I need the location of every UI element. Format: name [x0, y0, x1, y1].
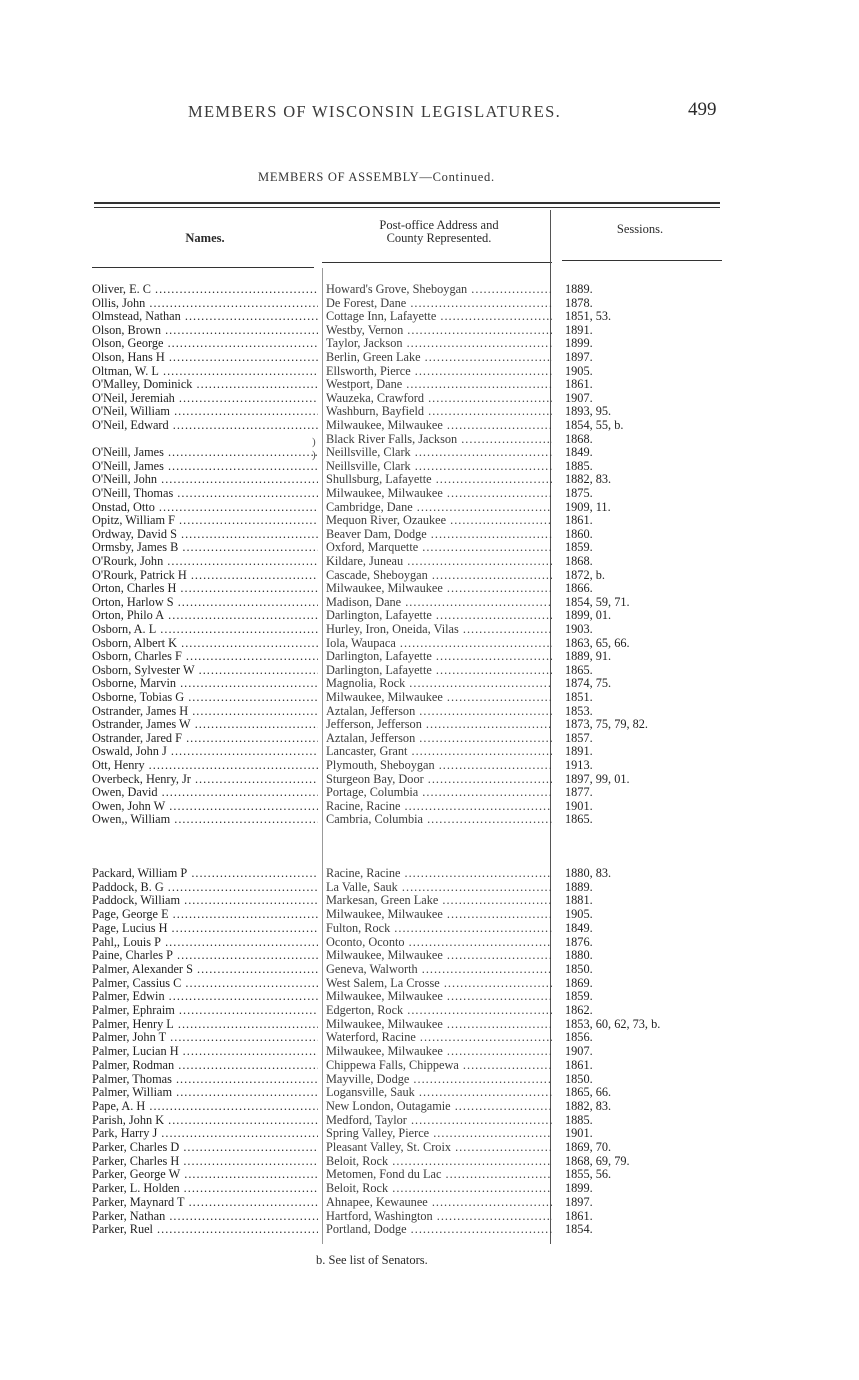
header-rule-address: [322, 262, 552, 263]
member-sessions: 1850.: [565, 1071, 593, 1086]
member-row: [0, 472, 859, 486]
member-name: Palmer, John T .....: [92, 1030, 318, 1044]
top-rule-thin: [94, 207, 720, 208]
member-row: [0, 893, 859, 907]
member-sessions: 1868, 69, 79.: [565, 1153, 630, 1168]
member-address: Milwaukee, Milwaukee .....: [326, 690, 552, 704]
member-sessions: 1849.: [565, 920, 593, 935]
member-address: Howard's Grove, Sheboygan .....: [326, 282, 552, 296]
member-row: [0, 663, 859, 677]
member-address: Beaver Dam, Dodge .....: [326, 527, 552, 541]
member-sessions: 1855, 56.: [565, 1167, 612, 1182]
member-name: Opitz, William F .....: [92, 513, 318, 527]
member-address: Fulton, Rock .....: [326, 921, 552, 935]
member-address: Oconto, Oconto .....: [326, 935, 552, 949]
column-header-address-line2: County Represented.: [386, 231, 492, 245]
member-row: [0, 323, 859, 337]
member-address: Madison, Dane .....: [326, 595, 552, 609]
member-row: [0, 799, 859, 813]
member-sessions: 1903.: [565, 622, 593, 636]
member-row: [0, 1222, 859, 1236]
member-address: Milwaukee, Milwaukee .....: [326, 907, 552, 921]
member-address: Waterford, Racine .....: [326, 1030, 552, 1044]
member-row: [0, 364, 859, 378]
member-row: [0, 866, 859, 880]
member-address: Aztalan, Jefferson .....: [326, 731, 552, 745]
member-row: [0, 1181, 859, 1195]
member-name: Orton, Harlow S .....: [92, 595, 318, 609]
page-number: 499: [688, 99, 717, 120]
member-sessions: 1862.: [565, 1003, 593, 1017]
member-row: [0, 1154, 859, 1168]
member-name: Ostrander, James H .....: [92, 704, 318, 718]
member-address: Black River Falls, Jackson .....: [326, 432, 552, 446]
member-row: [0, 744, 859, 758]
member-sessions: 1907.: [565, 1044, 593, 1059]
member-sessions: 1854.: [565, 1222, 593, 1237]
member-name: Osborn, Albert K .....: [92, 636, 318, 650]
member-name: Parker, Maynard T .....: [92, 1195, 318, 1209]
member-sessions: 1901.: [565, 798, 593, 813]
member-sessions: 1873, 75, 79, 82.: [565, 717, 649, 732]
member-sessions: 1875.: [565, 486, 593, 500]
member-address: Oxford, Marquette .....: [326, 540, 552, 554]
member-sessions: 1865, 66.: [565, 1085, 612, 1100]
member-address: Metomen, Fond du Lac .....: [326, 1167, 552, 1181]
member-address: Beloit, Rock .....: [326, 1154, 552, 1168]
member-name: Palmer, Lucian H .....: [92, 1044, 318, 1058]
member-name: Palmer, Ephraim .....: [92, 1003, 318, 1017]
member-address: La Valle, Sauk .....: [326, 880, 552, 894]
member-name: Pape, A. H .....: [92, 1099, 318, 1113]
member-name: Palmer, Alexander S .....: [92, 962, 318, 976]
member-address: Mayville, Dodge .....: [326, 1072, 552, 1086]
member-address: Beloit, Rock .....: [326, 1181, 552, 1195]
member-row: [0, 1044, 859, 1058]
member-name: Osborn, Charles F .....: [92, 649, 318, 663]
member-address: Darlington, Lafayette .....: [326, 663, 552, 677]
member-name: Oltman, W. L .....: [92, 364, 318, 378]
member-address: Sturgeon Bay, Door .....: [326, 772, 552, 786]
member-address: Plymouth, Sheboygan .....: [326, 758, 552, 772]
member-row: [0, 1030, 859, 1044]
top-rule-thick: [94, 202, 720, 204]
member-address: Darlington, Lafayette .....: [326, 608, 552, 622]
member-name: Onstad, Otto .....: [92, 500, 318, 514]
member-sessions: 1897.: [565, 350, 593, 364]
member-sessions: 1880.: [565, 948, 593, 963]
member-sessions: 1905.: [565, 907, 593, 922]
member-row: [0, 976, 859, 990]
member-sessions: 1880, 83.: [565, 866, 612, 880]
member-sessions: 1861.: [565, 1057, 593, 1072]
member-name: Owen,, William .....: [92, 812, 318, 826]
member-sessions: 1869.: [565, 975, 593, 990]
member-address: Westport, Dane .....: [326, 377, 552, 391]
member-sessions: 1905.: [565, 363, 593, 378]
member-name: Palmer, Rodman .....: [92, 1058, 318, 1072]
member-address: Westby, Vernon .....: [326, 323, 552, 337]
member-name: Page, Lucius H .....: [92, 921, 318, 935]
member-name: Olmstead, Nathan .....: [92, 309, 318, 323]
member-name: Parker, Charles D .....: [92, 1140, 318, 1154]
member-sessions: 1874, 75.: [565, 676, 612, 691]
member-name: Osborne, Tobias G .....: [92, 690, 318, 704]
member-row: [0, 1003, 859, 1017]
member-sessions: 1889.: [565, 282, 593, 296]
member-row: [0, 962, 859, 976]
member-name: O'Neill, James .....: [92, 459, 318, 473]
member-sessions: 1863, 65, 66.: [565, 635, 630, 650]
member-sessions: 1899.: [565, 336, 593, 351]
member-address: Edgerton, Rock .....: [326, 1003, 552, 1017]
member-address: Milwaukee, Milwaukee .....: [326, 1044, 552, 1058]
member-sessions: 1865.: [565, 812, 593, 827]
member-sessions: 1868.: [565, 554, 593, 568]
member-address: Magnolia, Rock .....: [326, 676, 552, 690]
member-name: Olson, George .....: [92, 336, 318, 350]
member-row: [0, 989, 859, 1003]
member-row: [0, 350, 859, 364]
member-address: New London, Outagamie .....: [326, 1099, 552, 1113]
member-name: Ormsby, James B .....: [92, 540, 318, 554]
member-row: [0, 500, 859, 514]
member-sessions: 1869, 70.: [565, 1140, 612, 1154]
member-row: [0, 758, 859, 772]
member-address: Portage, Columbia .....: [326, 785, 552, 799]
member-name: Packard, William P .....: [92, 866, 318, 880]
member-row: [0, 336, 859, 350]
member-row: [0, 595, 859, 609]
member-name: O'Neill, Thomas .....: [92, 486, 318, 500]
member-row: [0, 486, 859, 500]
member-name: Palmer, William .....: [92, 1085, 318, 1099]
member-sessions: 1889.: [565, 879, 593, 894]
member-address: Milwaukee, Milwaukee .....: [326, 581, 552, 595]
member-row: [0, 1072, 859, 1086]
member-row: [0, 568, 859, 582]
member-row: [0, 554, 859, 568]
member-row: [0, 812, 859, 826]
member-address: Chippewa Falls, Chippewa .....: [326, 1058, 552, 1072]
member-sessions: 1899.: [565, 1181, 593, 1196]
member-name: Ostrander, James W .....: [92, 717, 318, 731]
member-address: Lancaster, Grant .....: [326, 744, 552, 758]
member-sessions: 1885.: [565, 458, 593, 473]
member-name: Overbeck, Henry, Jr .....: [92, 772, 318, 786]
member-sessions: 1851.: [565, 690, 593, 704]
member-name: Parker, Ruel .....: [92, 1222, 318, 1236]
member-sessions: 1859.: [565, 989, 593, 1004]
member-row: [0, 935, 859, 949]
member-address: Aztalan, Jefferson .....: [326, 704, 552, 718]
member-name: Ott, Henry .....: [92, 758, 318, 772]
member-sessions: 1893, 95.: [565, 404, 612, 419]
member-sessions: 1849.: [565, 445, 593, 460]
member-address: Portland, Dodge .....: [326, 1222, 552, 1236]
member-address: Cambridge, Dane .....: [326, 500, 552, 514]
member-row: [0, 1113, 859, 1127]
header-rule-names: [92, 267, 314, 268]
member-address: Racine, Racine .....: [326, 799, 552, 813]
member-name: Oswald, John J .....: [92, 744, 318, 758]
member-name: O'Neill, James .....: [92, 445, 318, 459]
member-name: Palmer, Cassius C .....: [92, 976, 318, 990]
member-address: Wauzeka, Crawford .....: [326, 391, 552, 405]
member-row: [0, 391, 859, 405]
member-sessions: 1854, 55, b.: [565, 418, 624, 432]
column-header-sessions: Sessions.: [616, 222, 664, 236]
member-address: Hartford, Washington .....: [326, 1209, 552, 1223]
member-name: Palmer, Henry L .....: [92, 1017, 318, 1031]
member-sessions: 1876.: [565, 934, 593, 949]
member-address: Taylor, Jackson .....: [326, 336, 552, 350]
member-row: [0, 948, 859, 962]
member-name: Parker, Nathan .....: [92, 1209, 318, 1223]
member-address: West Salem, La Crosse .....: [326, 976, 552, 990]
member-address: Milwaukee, Milwaukee .....: [326, 948, 552, 962]
member-row: [0, 1017, 859, 1031]
member-sessions: 1878.: [565, 295, 593, 310]
member-name: Palmer, Thomas .....: [92, 1072, 318, 1086]
member-address: Berlin, Green Lake .....: [326, 350, 552, 364]
member-name: O'Neil, William .....: [92, 404, 318, 418]
member-address: Spring Valley, Pierce .....: [326, 1126, 552, 1140]
member-row: [0, 785, 859, 799]
section-title: MEMBERS OF ASSEMBLY—Continued.: [258, 170, 495, 184]
member-sessions: 1866.: [565, 581, 593, 596]
member-name: Palmer, Edwin .....: [92, 989, 318, 1003]
member-row: [0, 608, 859, 622]
running-head: MEMBERS OF WISCONSIN LEGISLATURES.: [188, 102, 562, 121]
member-sessions: 1885.: [565, 1112, 593, 1127]
member-name: Owen, John W .....: [92, 799, 318, 813]
member-sessions: 1856.: [565, 1030, 593, 1045]
member-name: Orton, Charles H .....: [92, 581, 318, 595]
member-name: Park, Harry J .....: [92, 1126, 318, 1140]
member-row: [0, 527, 859, 541]
member-sessions: 1891.: [565, 744, 593, 759]
member-address: Racine, Racine .....: [326, 866, 552, 880]
member-address: Milwaukee, Milwaukee .....: [326, 1017, 552, 1031]
member-address: Pleasant Valley, St. Croix .....: [326, 1140, 552, 1154]
member-sessions: 1859.: [565, 540, 593, 555]
member-sessions: 1853.: [565, 703, 593, 718]
member-name: Olson, Brown .....: [92, 323, 318, 337]
member-row: [0, 880, 859, 894]
member-row: [0, 676, 859, 690]
member-row: [0, 459, 859, 473]
column-header-address-line1: Post-office Address and: [379, 218, 499, 232]
brace-mark: ): [312, 436, 316, 448]
member-name: Osborne, Marvin .....: [92, 676, 318, 690]
member-address: Cascade, Sheboygan .....: [326, 568, 552, 582]
member-row: [0, 772, 859, 786]
member-sessions: 1901.: [565, 1126, 593, 1141]
member-name: O'Rourk, Patrick H .....: [92, 568, 318, 582]
member-address: Milwaukee, Milwaukee .....: [326, 486, 552, 500]
member-name: Owen, David .....: [92, 785, 318, 799]
member-address: Logansville, Sauk .....: [326, 1085, 552, 1099]
member-row: [0, 309, 859, 323]
member-row: [0, 921, 859, 935]
member-row: [0, 432, 859, 446]
member-row: [0, 907, 859, 921]
member-row: [0, 581, 859, 595]
member-row: [0, 622, 859, 636]
member-sessions: 1907.: [565, 390, 593, 405]
member-sessions: 1877.: [565, 785, 593, 800]
brace-mark: ): [312, 449, 316, 461]
member-row: [0, 1167, 859, 1181]
member-row: [0, 377, 859, 391]
member-row: [0, 445, 859, 459]
member-address: Cambria, Columbia .....: [326, 812, 552, 826]
member-address: Ellsworth, Pierce .....: [326, 364, 552, 378]
member-sessions: 1868.: [565, 431, 593, 446]
member-name: Paddock, William .....: [92, 893, 318, 907]
column-header-names: Names.: [185, 231, 225, 245]
member-address: Shullsburg, Lafayette .....: [326, 472, 552, 486]
member-name: Ordway, David S .....: [92, 527, 318, 541]
member-sessions: 1853, 60, 62, 73, b.: [565, 1016, 661, 1031]
member-name: Osborn, A. L .....: [92, 622, 318, 636]
member-sessions: 1872, b.: [565, 567, 605, 582]
member-name: O'Malley, Dominick .....: [92, 377, 318, 391]
member-name: Olson, Hans H .....: [92, 350, 318, 364]
member-name: Parish, John K .....: [92, 1113, 318, 1127]
member-address: De Forest, Dane .....: [326, 296, 552, 310]
member-address: Cottage Inn, Lafayette .....: [326, 309, 552, 323]
member-row: [0, 636, 859, 650]
member-name: Parker, L. Holden .....: [92, 1181, 318, 1195]
member-address: Mequon River, Ozaukee .....: [326, 513, 552, 527]
member-sessions: 1865.: [565, 662, 593, 677]
member-row: [0, 513, 859, 527]
member-name: Paine, Charles P .....: [92, 948, 318, 962]
member-row: [0, 540, 859, 554]
member-sessions: 1882, 83.: [565, 472, 612, 487]
member-sessions: 1891.: [565, 322, 593, 337]
member-row: [0, 418, 859, 432]
member-name: O'Neil, Edward .....: [92, 418, 318, 432]
member-row: [0, 731, 859, 745]
member-sessions: 1861.: [565, 377, 593, 392]
member-sessions: 1860.: [565, 526, 593, 541]
header-rule-sessions: [562, 260, 722, 261]
member-name: Parker, George W .....: [92, 1167, 318, 1181]
member-address: Darlington, Lafayette .....: [326, 649, 552, 663]
member-sessions: 1909, 11.: [565, 499, 611, 514]
member-sessions: 1850.: [565, 961, 593, 976]
member-name: O'Neil, Jeremiah .....: [92, 391, 318, 405]
member-name: Oliver, E. C .....: [92, 282, 318, 296]
member-sessions: 1851, 53.: [565, 309, 612, 324]
member-address: Milwaukee, Milwaukee .....: [326, 989, 552, 1003]
member-sessions: 1889, 91.: [565, 649, 612, 664]
member-address: Ahnapee, Kewaunee .....: [326, 1195, 552, 1209]
member-row: [0, 1099, 859, 1113]
member-address: Neillsville, Clark .....: [326, 445, 552, 459]
member-row: [0, 1085, 859, 1099]
member-sessions: 1854, 59, 71.: [565, 594, 630, 609]
member-address: Washburn, Bayfield .....: [326, 404, 552, 418]
member-name: Orton, Philo A .....: [92, 608, 318, 622]
member-row: [0, 717, 859, 731]
member-row: [0, 704, 859, 718]
member-sessions: 1857.: [565, 730, 593, 745]
member-row: [0, 296, 859, 310]
member-name: Page, George E .....: [92, 907, 318, 921]
member-sessions: 1881.: [565, 893, 593, 908]
member-sessions: 1897.: [565, 1194, 593, 1209]
member-sessions: 1882, 83.: [565, 1098, 612, 1113]
member-address: Milwaukee, Milwaukee .....: [326, 418, 552, 432]
member-address: Medford, Taylor .....: [326, 1113, 552, 1127]
column-header-address: [326, 219, 552, 245]
member-row: [0, 1195, 859, 1209]
member-sessions: 1913.: [565, 758, 593, 772]
member-name: Ostrander, Jared F .....: [92, 731, 318, 745]
member-row: [0, 649, 859, 663]
member-address: Kildare, Juneau .....: [326, 554, 552, 568]
member-name: O'Neill, John .....: [92, 472, 318, 486]
member-address: Iola, Waupaca .....: [326, 636, 552, 650]
member-address: Markesan, Green Lake .....: [326, 893, 552, 907]
member-sessions: 1861.: [565, 1208, 593, 1223]
member-name: Pahl,, Louis P .....: [92, 935, 318, 949]
member-address: Jefferson, Jefferson .....: [326, 717, 552, 731]
member-row: [0, 1058, 859, 1072]
member-row: [0, 1126, 859, 1140]
member-address: Neillsville, Clark .....: [326, 459, 552, 473]
member-row: [0, 1209, 859, 1223]
member-name: O'Rourk, John .....: [92, 554, 318, 568]
member-address: Hurley, Iron, Oneida, Vilas .....: [326, 622, 552, 636]
member-address: Geneva, Walworth .....: [326, 962, 552, 976]
member-row: [0, 1140, 859, 1154]
member-name: Ollis, John .....: [92, 296, 318, 310]
member-name: Osborn, Sylvester W .....: [92, 663, 318, 677]
member-row: [0, 690, 859, 704]
member-name: Paddock, B. G .....: [92, 880, 318, 894]
member-row: [0, 282, 859, 296]
member-sessions: 1897, 99, 01.: [565, 771, 630, 786]
member-sessions: 1899, 01.: [565, 608, 612, 623]
member-name: Parker, Charles H .....: [92, 1154, 318, 1168]
member-row: [0, 404, 859, 418]
member-sessions: 1861.: [565, 513, 593, 528]
footnote: b. See list of Senators.: [316, 1253, 428, 1267]
